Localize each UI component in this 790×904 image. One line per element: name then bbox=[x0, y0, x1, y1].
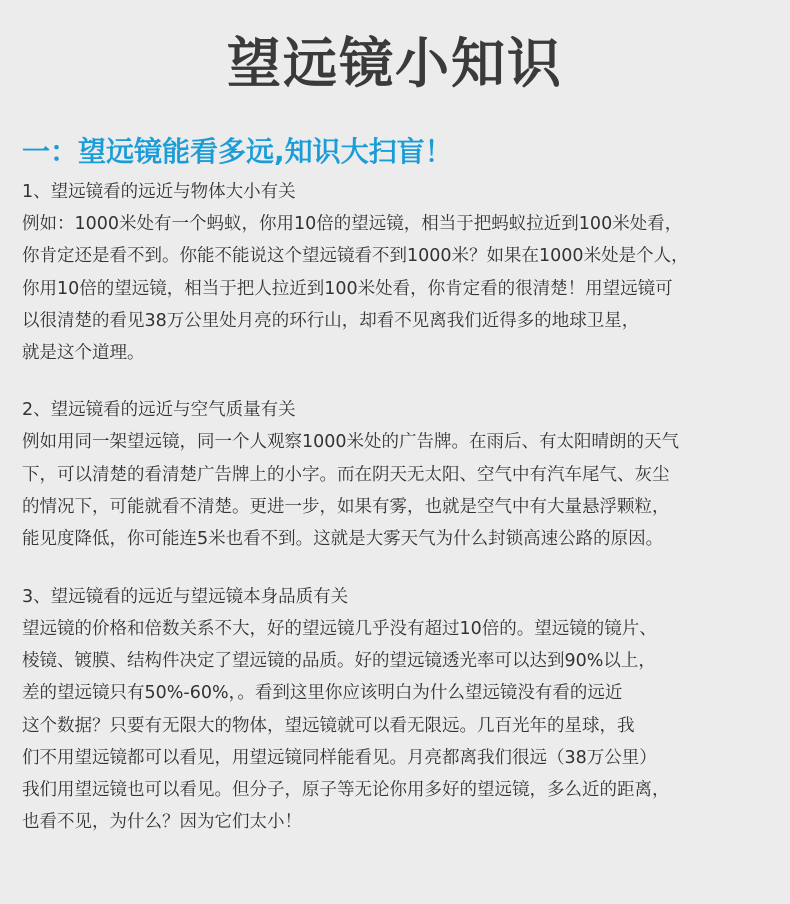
paragraph-line: 你肯定还是看不到。你能不能说这个望远镜看不到1000米？如果在1000米处是个人， bbox=[22, 246, 689, 267]
paragraph-line: 你用10倍的望远镜，相当于把人拉近到100米处看，你肯定看的很清楚！用望远镜可 bbox=[22, 278, 673, 299]
paragraph-line: 我们用望远镜也可以看见。但分子，原子等无论你用多好的望远镜，多么近的距离， bbox=[22, 780, 670, 801]
paragraph-line: 棱镜、镀膜、结构件决定了望远镜的品质。好的望远镜透光率可以达到90%以上， bbox=[22, 650, 656, 671]
paragraph-line: 的情况下，可能就看不清楚。更进一步，如果有雾，也就是空气中有大量悬浮颗粒， bbox=[22, 497, 670, 518]
paragraph-line: 们不用望远镜都可以看见，用望远镜同样能看见。月亮都离我们很远（38万公里） bbox=[22, 747, 657, 768]
paragraph-line: 差的望远镜只有50%-60%，。看到这里你应该明白为什么望远镜没有看的远近 bbox=[22, 683, 623, 704]
paragraph-heading: 3、望远镜看的远近与望远镜本身品质有关 bbox=[22, 586, 349, 607]
paragraph-block-1 bbox=[22, 176, 774, 369]
paragraph-line: 例如用同一架望远镜，同一个人观察1000米处的广告牌。在雨后、有太阳晴朗的天气 bbox=[22, 432, 680, 453]
section-heading: 一：望远镜能看多远,知识大扫盲！ bbox=[22, 135, 453, 168]
paragraph-line: 就是这个道理。 bbox=[22, 343, 145, 364]
paragraph-line: 也看不见，为什么？因为它们太小！ bbox=[22, 812, 302, 833]
article-body bbox=[22, 176, 774, 864]
paragraph-block-2 bbox=[22, 394, 774, 555]
paragraph-line: 例如：1000米处有一个蚂蚁，你用10倍的望远镜，相当于把蚂蚁拉近到100米处看， bbox=[22, 214, 683, 234]
page-title: 望远镜小知识 bbox=[227, 32, 563, 95]
paragraph-line: 能见度降低，你可能连5米也看不到。这就是大雾天气为什么封锁高速公路的原因。 bbox=[22, 529, 664, 550]
paragraph-line: 望远镜的价格和倍数关系不大，好的望远镜几乎没有超过10倍的。望远镜的镜片、 bbox=[22, 618, 657, 639]
paragraph-line: 以很清楚的看见38万公里处月亮的环行山，却看不见离我们近得多的地球卫星， bbox=[22, 310, 640, 331]
paragraph-heading: 2、望远镜看的远近与空气质量有关 bbox=[22, 400, 296, 421]
paragraph-block-3 bbox=[22, 581, 774, 839]
paragraph-line: 这个数据？只要有无限大的物体，望远镜就可以看无限远。几百光年的星球，我 bbox=[22, 715, 635, 736]
paragraph-heading: 1、望远镜看的远近与物体大小有关 bbox=[22, 182, 296, 202]
paragraph-line: 下，可以清楚的看清楚广告牌上的小字。而在阴天无太阳、空气中有汽车尾气、灰尘 bbox=[22, 464, 670, 485]
